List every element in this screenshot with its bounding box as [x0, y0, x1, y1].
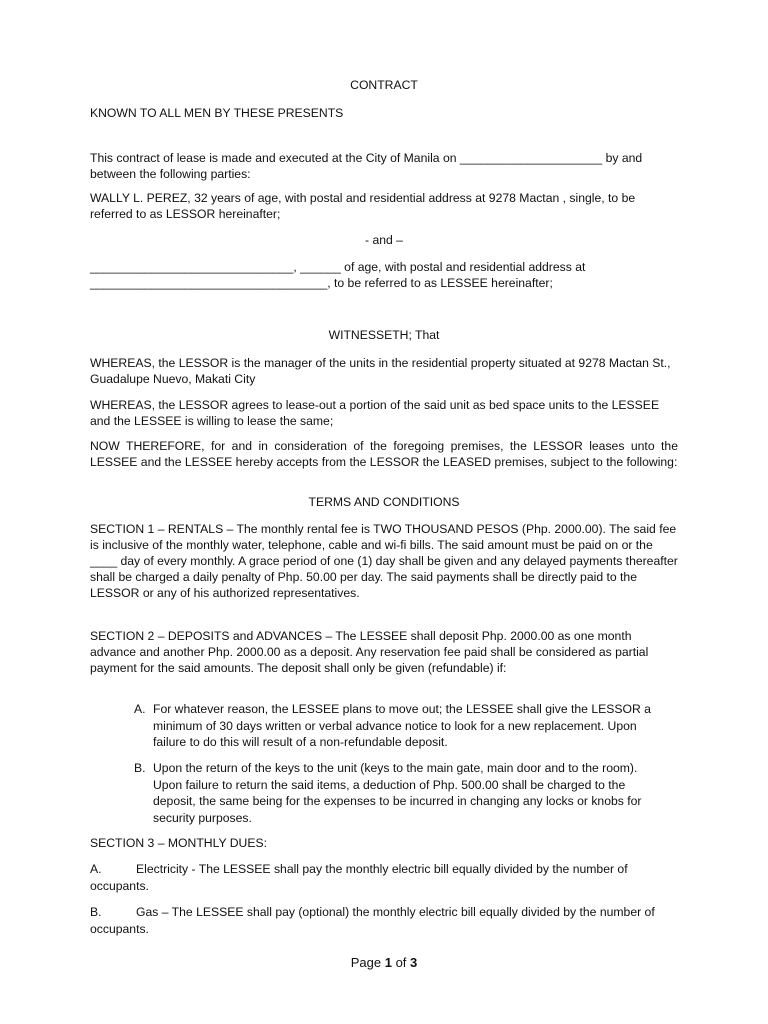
footer-middle: of: [391, 955, 411, 970]
list-item-text: For whatever reason, the LESSEE plans to move out; the LESSEE shall give the LESSOR a minimum of 30 days written or verbal advance notice to look for a new replacement. Upon failure to do this will result of a non-refundable deposit.: [153, 702, 651, 749]
total-page-count: 3: [410, 955, 418, 970]
section-3-heading: SECTION 3 – MONTHLY DUES:: [90, 836, 267, 850]
list-marker: A.: [90, 862, 102, 876]
document-title: CONTRACT: [350, 78, 418, 92]
list-item-text: Gas – The LESSEE shall pay (optional) the monthly electric bill equally divided by the number of occupants.: [90, 905, 655, 936]
footer-prefix: Page: [350, 955, 385, 970]
page-footer: [0, 955, 768, 970]
intro-paragraph: This contract of lease is made and executed at the City of Manila on _____________________ by and between the following parties:: [90, 151, 643, 181]
opening-line: KNOWN TO ALL MEN BY THESE PRESENTS: [90, 106, 344, 120]
and-separator: - and –: [365, 233, 403, 247]
list-marker: A.: [134, 702, 146, 716]
lessor-party-paragraph: WALLY L. PEREZ, 32 years of age, with postal and residential address at 9278 Mactan , single, to be referred to as LESSOR hereinafter;: [90, 191, 636, 221]
section-2-paragraph: SECTION 2 – DEPOSITS and ADVANCES – The LESSEE shall deposit Php. 2000.00 as one month advance and another Php. 2000.00 as a deposit. Any reservation fee paid shall be considered as partial payment for the said amounts. The deposit shall only be given (refundable) if:: [90, 629, 649, 675]
whereas-paragraph-2: WHEREAS, the LESSOR agrees to lease-out a portion of the said unit as bed space units to the LESSEE and the LESSEE is willing to lease the same;: [90, 398, 660, 428]
terms-heading: TERMS AND CONDITIONS: [308, 495, 460, 509]
lessee-line-1: ______________________________, ______ of age, with postal and residential address at: [90, 260, 586, 274]
now-therefore-paragraph: NOW THEREFORE, for and in consideration of the foregoing premises, the LESSOR leases unto the LESSEE and the LESSEE hereby accepts from the LESSOR the LEASED premises, subject to the following:: [90, 439, 678, 469]
whereas-paragraph-1: WHEREAS, the LESSOR is the manager of the units in the residential property situated at 9278 Mactan St., Guadalupe Nuevo, Makati City: [90, 356, 671, 386]
section-2-item-b: [134, 760, 664, 826]
list-item-text: Upon the return of the keys to the unit (keys to the main gate, main door and to the room). Upon failure to return the said items, a deduction of Php. 500.00 shall be charged to the deposit, the same being for the expenses to be incurred in changing any locks or knobs for security purposes.: [153, 761, 642, 825]
list-item-text: Electricity - The LESSEE shall pay the monthly electric bill equally divided by the number of occupants.: [90, 862, 628, 893]
current-page-number: 1: [384, 955, 392, 970]
list-marker: B.: [90, 905, 102, 919]
section-3-item-a: [90, 861, 680, 894]
list-marker: B.: [134, 761, 146, 775]
section-2-item-a: [134, 701, 664, 751]
lessee-line-2: ___________________________________, to be referred to as LESSEE hereinafter;: [90, 276, 553, 290]
section-1-paragraph: SECTION 1 – RENTALS – The monthly rental fee is TWO THOUSAND PESOS (Php. 2000.00). The said fee is inclusive of the monthly water, telephone, cable and wi-fi bills. The said amount must be paid on or the ____ day of every monthly. A grace period of one (1) day shall be given and any delayed payments thereafter shall be charged a daily penalty of Php. 50.00 per day. The said payments shall be directly paid to the LESSOR or any of his authorized representatives.: [90, 522, 678, 600]
section-3-item-b: [90, 904, 680, 937]
witnesseth-heading: WITNESSETH; That: [328, 328, 440, 342]
